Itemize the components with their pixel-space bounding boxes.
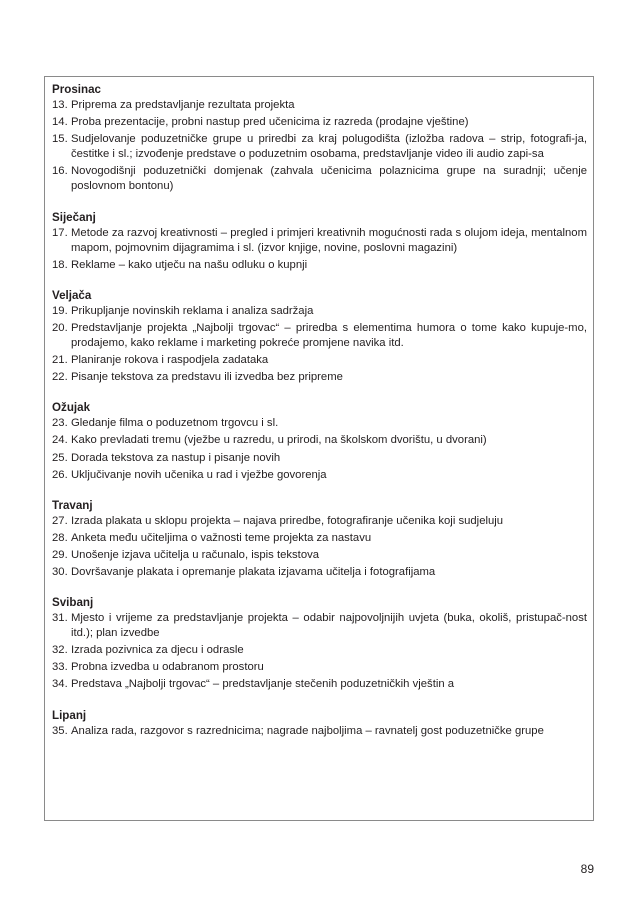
list-item xyxy=(52,514,587,529)
item-text: Sudjelovanje poduzetničke grupe u priredbi za kraj polugodišta (izložba radova – strip, fotografi-ja, čestitke i sl.; izvođenje predstave o poduzetnim osobama, predstavljanje video ili audio zapi-sa xyxy=(71,133,587,161)
list-item xyxy=(52,115,587,130)
item-number: 27. xyxy=(52,514,68,527)
item-text: Prikupljanje novinskih reklama i analiza sadržaja xyxy=(71,304,314,317)
month-section xyxy=(52,595,587,692)
item-text: Reklame – kako utječu na našu odluku o kupnji xyxy=(71,258,308,271)
list-item xyxy=(52,164,587,194)
item-text: Predstava „Najbolji trgovac“ – predstavljanje stečenih poduzetničkih vještin a xyxy=(71,678,455,691)
item-number: 22. xyxy=(52,371,68,384)
item-text: Gledanje filma o poduzetnom trgovcu i sl. xyxy=(71,417,279,430)
item-text: Planiranje rokova i raspodjela zadataka xyxy=(71,354,269,367)
list-item xyxy=(52,660,587,675)
item-number: 33. xyxy=(52,661,68,674)
item-number: 19. xyxy=(52,304,68,317)
item-text: Dorada tekstova za nastup i pisanje novih xyxy=(71,451,281,464)
item-text: Mjesto i vrijeme za predstavljanje projekta – odabir najpovoljnijih uvjeta (buka, okoliš, pristupač-nost itd.); plan izvedbe xyxy=(71,612,587,640)
month-title: Travanj xyxy=(52,498,93,512)
month-section xyxy=(52,708,587,739)
item-number: 32. xyxy=(52,644,68,657)
item-number: 21. xyxy=(52,354,68,367)
item-text: Pisanje tekstova za predstavu ili izvedba bez pripreme xyxy=(71,371,343,384)
month-title: Lipanj xyxy=(52,708,87,722)
page-number: 89 xyxy=(580,862,594,876)
month-title: Prosinac xyxy=(52,83,101,96)
item-number: 31. xyxy=(52,612,68,625)
list-item xyxy=(52,258,587,273)
item-number: 35. xyxy=(52,724,68,737)
item-number: 15. xyxy=(52,133,68,146)
list-item xyxy=(52,531,587,546)
list-item xyxy=(52,353,587,368)
list-item xyxy=(52,724,587,739)
item-number: 24. xyxy=(52,434,68,447)
month-title: Siječanj xyxy=(52,210,96,224)
item-text: Dovršavanje plakata i opremanje plakata izjavama učitelja i fotografijama xyxy=(71,565,436,578)
list-item xyxy=(52,468,587,483)
item-number: 23. xyxy=(52,417,68,430)
list-item xyxy=(52,370,587,385)
item-number: 20. xyxy=(52,321,68,334)
month-section xyxy=(52,498,587,580)
list-item xyxy=(52,677,587,692)
list-item xyxy=(52,643,587,658)
item-number: 13. xyxy=(52,99,68,111)
item-text: Kako prevladati tremu (vježbe u razredu, u prirodi, na školskom dvorištu, u dvorani) xyxy=(71,434,487,447)
plan-box xyxy=(44,76,594,821)
item-number: 29. xyxy=(52,548,68,561)
list-item xyxy=(52,98,587,113)
list-item xyxy=(52,304,587,319)
month-section xyxy=(52,400,587,482)
item-text: Proba prezentacije, probni nastup pred učenicima iz razreda (prodajne vještine) xyxy=(71,116,469,129)
item-number: 30. xyxy=(52,565,68,578)
item-text: Anketa među učiteljima o važnosti teme projekta za nastavu xyxy=(71,531,372,544)
item-text: Uključivanje novih učenika u rad i vježbe govorenja xyxy=(71,468,327,481)
item-text: Izrada pozivnica za djecu i odrasle xyxy=(71,644,244,657)
item-number: 26. xyxy=(52,468,68,481)
item-number: 34. xyxy=(52,678,68,691)
item-text: Predstavljanje projekta „Najbolji trgovac“ – priredba s elementima humora o tome kako kupuje-mo, prodajemo, kako reklame i marketing pokreće promjene navika itd. xyxy=(71,321,587,350)
item-text: Metode za razvoj kreativnosti – pregled i primjeri kreativnih mogućnosti rada s olujom ideja, mentalnom mapom, pojmovnim dijagramima i sl. (izvor knjige, novine, poslovni magazini) xyxy=(71,226,587,254)
list-item xyxy=(52,226,587,256)
item-number: 25. xyxy=(52,451,68,464)
item-text: Probna izvedba u odabranom prostoru xyxy=(71,661,264,674)
item-number: 16. xyxy=(52,165,68,178)
item-number: 18. xyxy=(52,258,68,271)
list-item xyxy=(52,611,587,641)
list-item xyxy=(52,548,587,563)
item-text: Novogodišnji poduzetnički domjenak (zahvala učenicima polaznicima grupe na suradnji; učenje poslovnom bontonu) xyxy=(71,165,587,193)
month-section xyxy=(52,210,587,273)
item-number: 14. xyxy=(52,116,68,129)
item-text: Izrada plakata u sklopu projekta – najava priredbe, fotografiranje učenika koji sudjeluju xyxy=(71,514,504,527)
month-section xyxy=(52,288,587,385)
item-text: Analiza rada, razgovor s razrednicima; nagrade najboljima – ravnatelj gost poduzetničke grupe xyxy=(71,724,544,737)
list-item xyxy=(52,433,587,448)
item-number: 28. xyxy=(52,531,68,544)
month-title: Veljača xyxy=(52,288,92,302)
list-item xyxy=(52,416,587,431)
item-text: Priprema za predstavljanje rezultata projekta xyxy=(71,99,295,111)
month-section xyxy=(52,82,587,195)
list-item xyxy=(52,132,587,162)
item-number: 17. xyxy=(52,226,68,239)
list-item xyxy=(52,321,587,351)
list-item xyxy=(52,451,587,466)
list-item xyxy=(52,565,587,580)
plan-content xyxy=(52,82,587,754)
item-text: Unošenje izjava učitelja u računalo, ispis tekstova xyxy=(71,548,320,561)
month-title: Svibanj xyxy=(52,596,94,610)
month-title: Ožujak xyxy=(52,401,91,415)
